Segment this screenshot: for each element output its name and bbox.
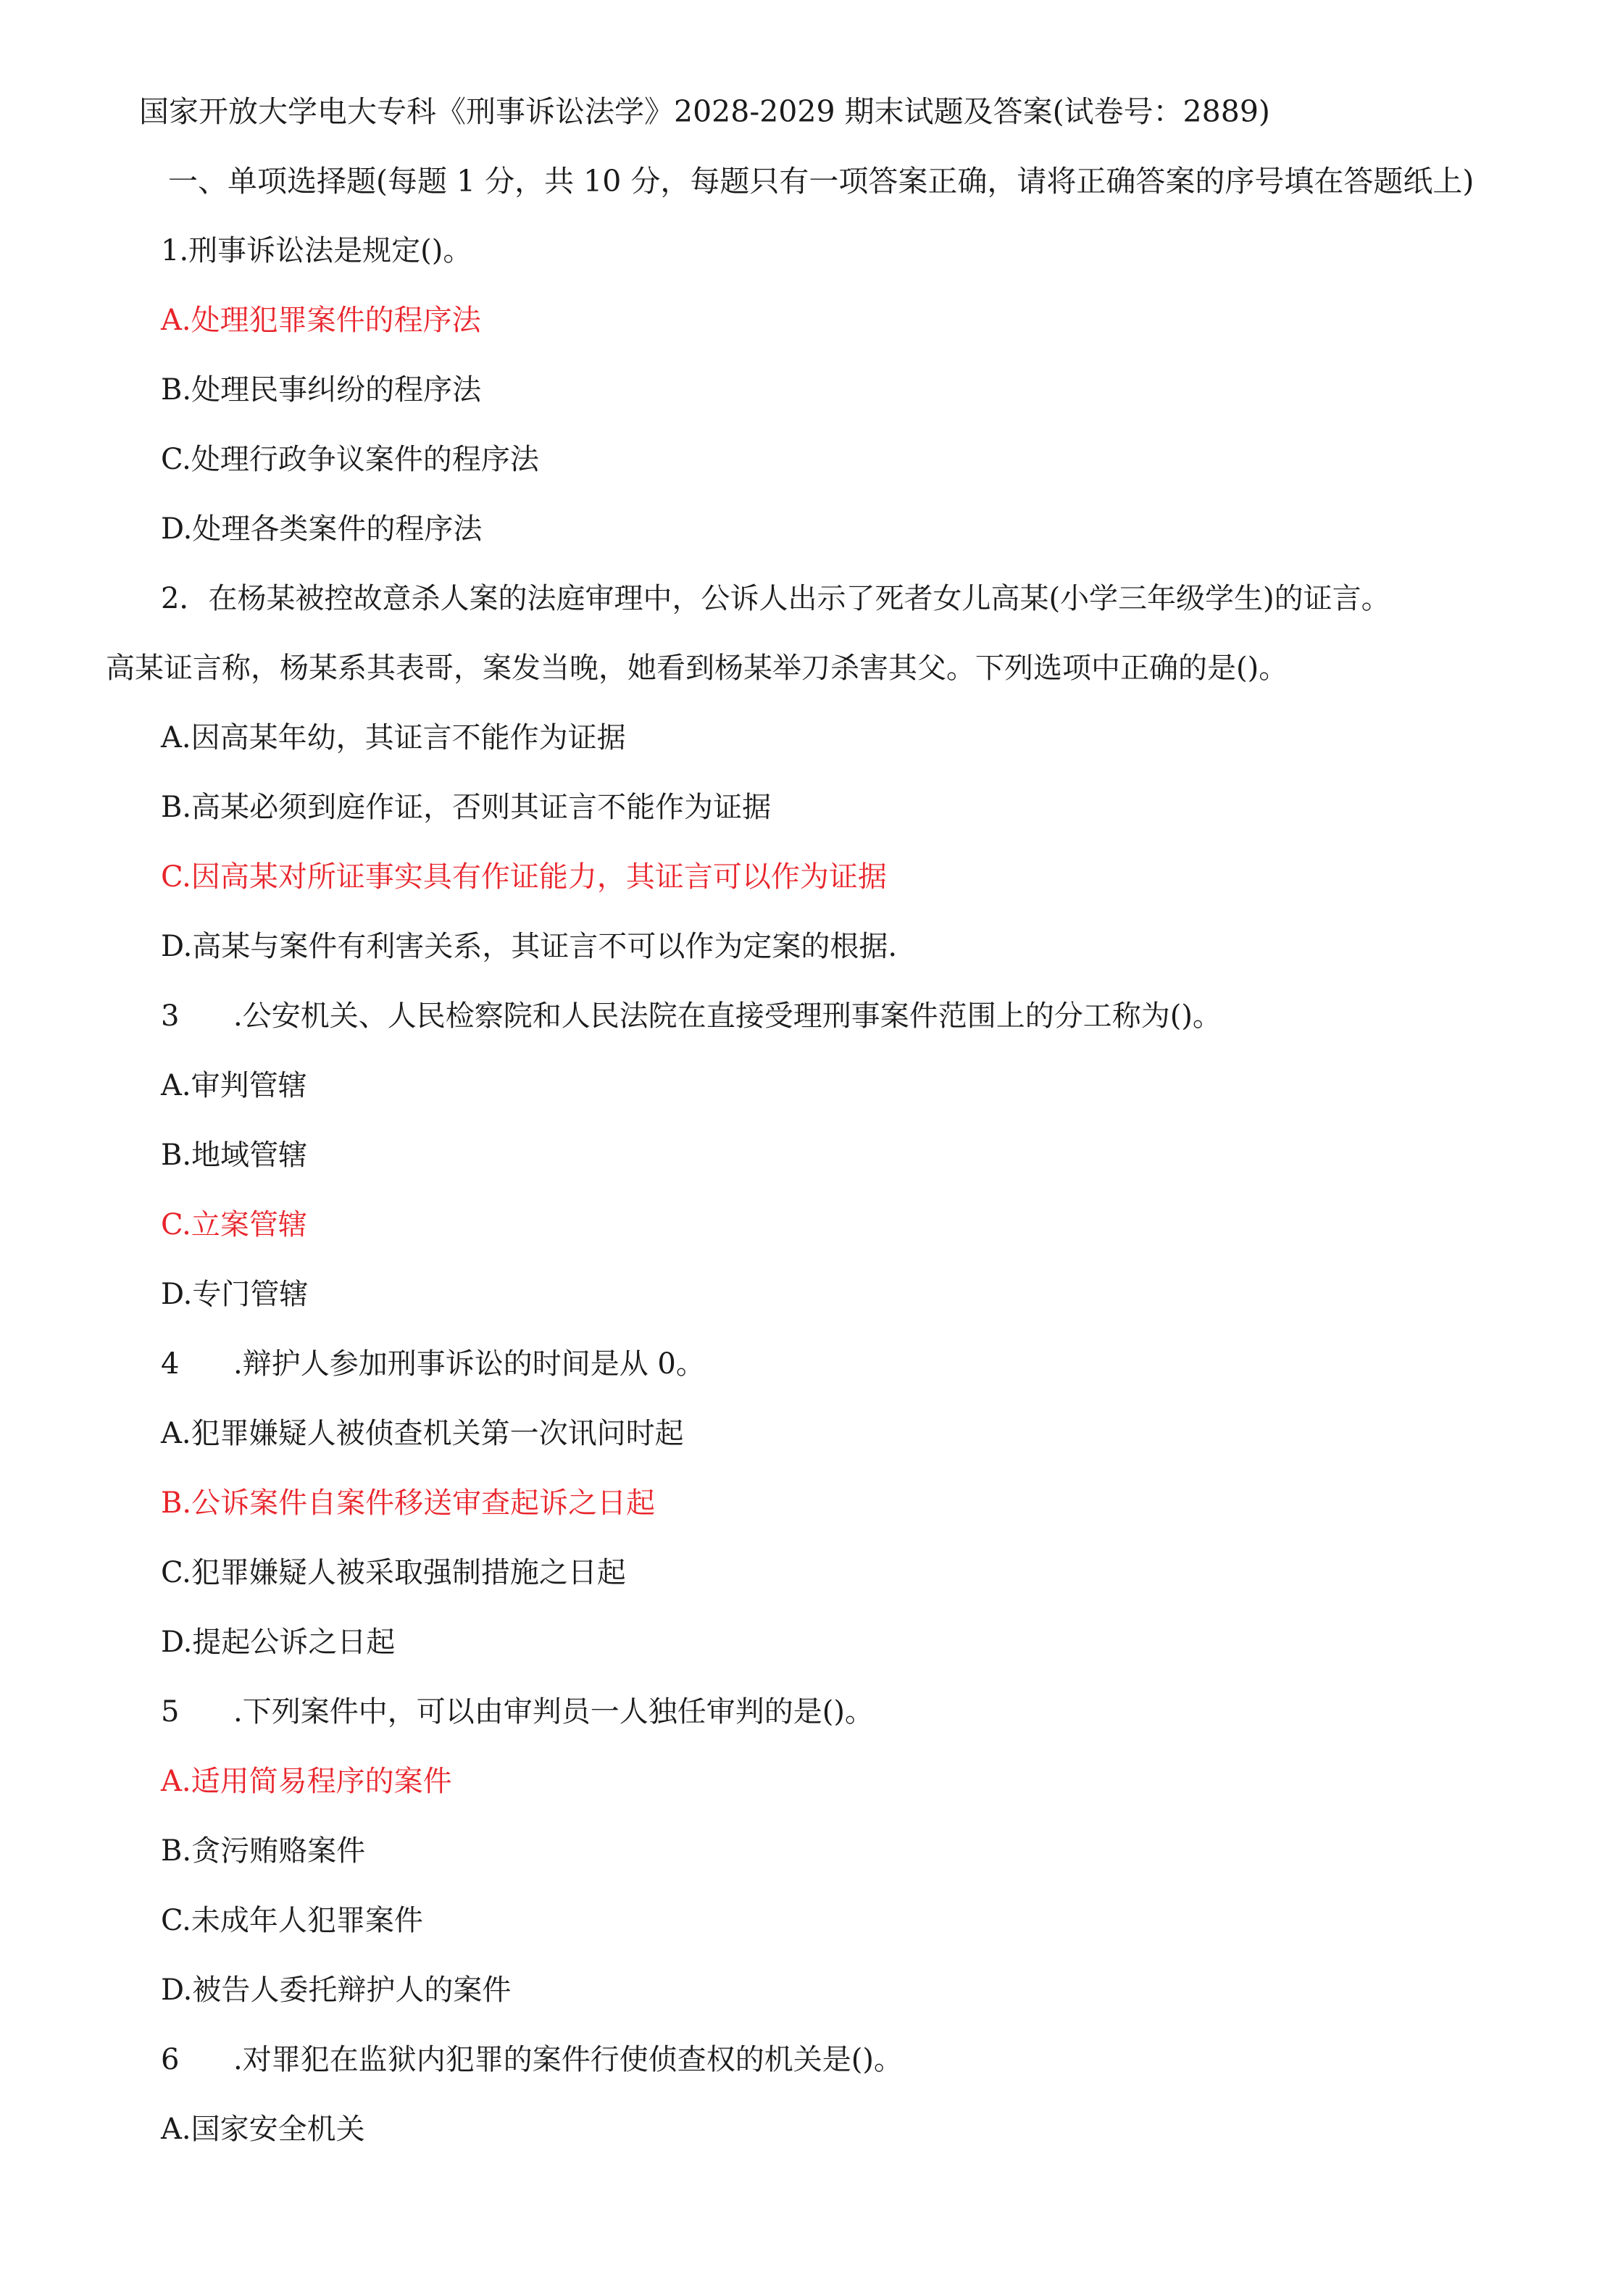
- question-1-stem: 1.刑事诉讼法是规定()。: [161, 234, 472, 267]
- question-4-option-d: D.提起公诉之日起: [161, 1626, 396, 1659]
- question-5: [161, 1692, 874, 1732]
- question-2-option-c: C.因高某对所证事实具有作证能力，其证言可以作为证据: [161, 860, 887, 894]
- question-1-option-a: A.处理犯罪案件的程序法: [161, 304, 481, 337]
- question-4-option-c: C.犯罪嫌疑人被采取强制措施之日起: [161, 1556, 626, 1589]
- question-5-option-d: D.被告人委托辩护人的案件: [161, 1973, 512, 2007]
- section-heading: 一、单项选择题(每题 1 分，共 10 分，每题只有一项答案正确，请将正确答案的序号填在答题纸上): [168, 164, 1475, 199]
- question-6-stem: .对罪犯在监狱内犯罪的案件行使侦查权的机关是()。: [233, 2043, 903, 2076]
- question-4-stem: .辩护人参加刑事诉讼的时间是从 0。: [233, 1347, 705, 1381]
- question-4-option-b: B.公诉案件自案件移送审查起诉之日起: [161, 1486, 656, 1520]
- question-5-stem: .下列案件中，可以由审判员一人独任审判的是()。: [233, 1695, 874, 1729]
- question-3-stem: .公安机关、人民检察院和人民法院在直接受理刑事案件范围上的分工称为()。: [233, 999, 1222, 1033]
- question-6-option-a: A.国家安全机关: [161, 2113, 365, 2146]
- document-title: 国家开放大学电大专科《刑事诉讼法学》2028-2029 期末试题及答案(试卷号：2889): [139, 94, 1270, 129]
- question-5-option-c: C.未成年人犯罪案件: [161, 1904, 423, 1937]
- question-3-option-b: B.地域管辖: [161, 1139, 308, 1172]
- question-3: [161, 996, 1222, 1036]
- question-3-number: 3: [161, 999, 180, 1033]
- question-2-option-d: D.高某与案件有利害关系，其证言不可以作为定案的根据.: [161, 930, 898, 963]
- question-4: [161, 1344, 705, 1384]
- question-2-option-b: B.高某必须到庭作证，否则其证言不能作为证据: [161, 791, 772, 824]
- question-5-option-b: B.贪污贿赂案件: [161, 1834, 366, 1868]
- question-2-stem: 2．在杨某被控故意杀人案的法庭审理中，公诉人出示了死者女儿高某(小学三年级学生)的证言。: [161, 582, 1390, 615]
- question-2-option-a: A.因高某年幼，其证言不能作为证据: [161, 721, 626, 754]
- question-6: [161, 2039, 903, 2080]
- question-4-option-a: A.犯罪嫌疑人被侦查机关第一次讯问时起: [161, 1417, 684, 1450]
- question-1-option-b: B.处理民事纠纷的程序法: [161, 373, 482, 407]
- question-3-option-c: C.立案管辖: [161, 1208, 307, 1241]
- question-6-number: 6: [161, 2043, 180, 2076]
- question-2-stem-continued: 高某证言称，杨某系其表哥，案发当晚，她看到杨某举刀杀害其父。下列选项中正确的是()。: [106, 652, 1288, 685]
- question-5-option-a: A.适用简易程序的案件: [161, 1765, 452, 1798]
- question-3-option-d: D.专门管辖: [161, 1278, 309, 1311]
- question-3-option-a: A.审判管辖: [161, 1069, 307, 1102]
- question-4-number: 4: [161, 1347, 180, 1381]
- question-5-number: 5: [161, 1695, 180, 1729]
- question-1-option-d: D.处理各类案件的程序法: [161, 512, 483, 546]
- question-1-option-c: C.处理行政争议案件的程序法: [161, 443, 539, 476]
